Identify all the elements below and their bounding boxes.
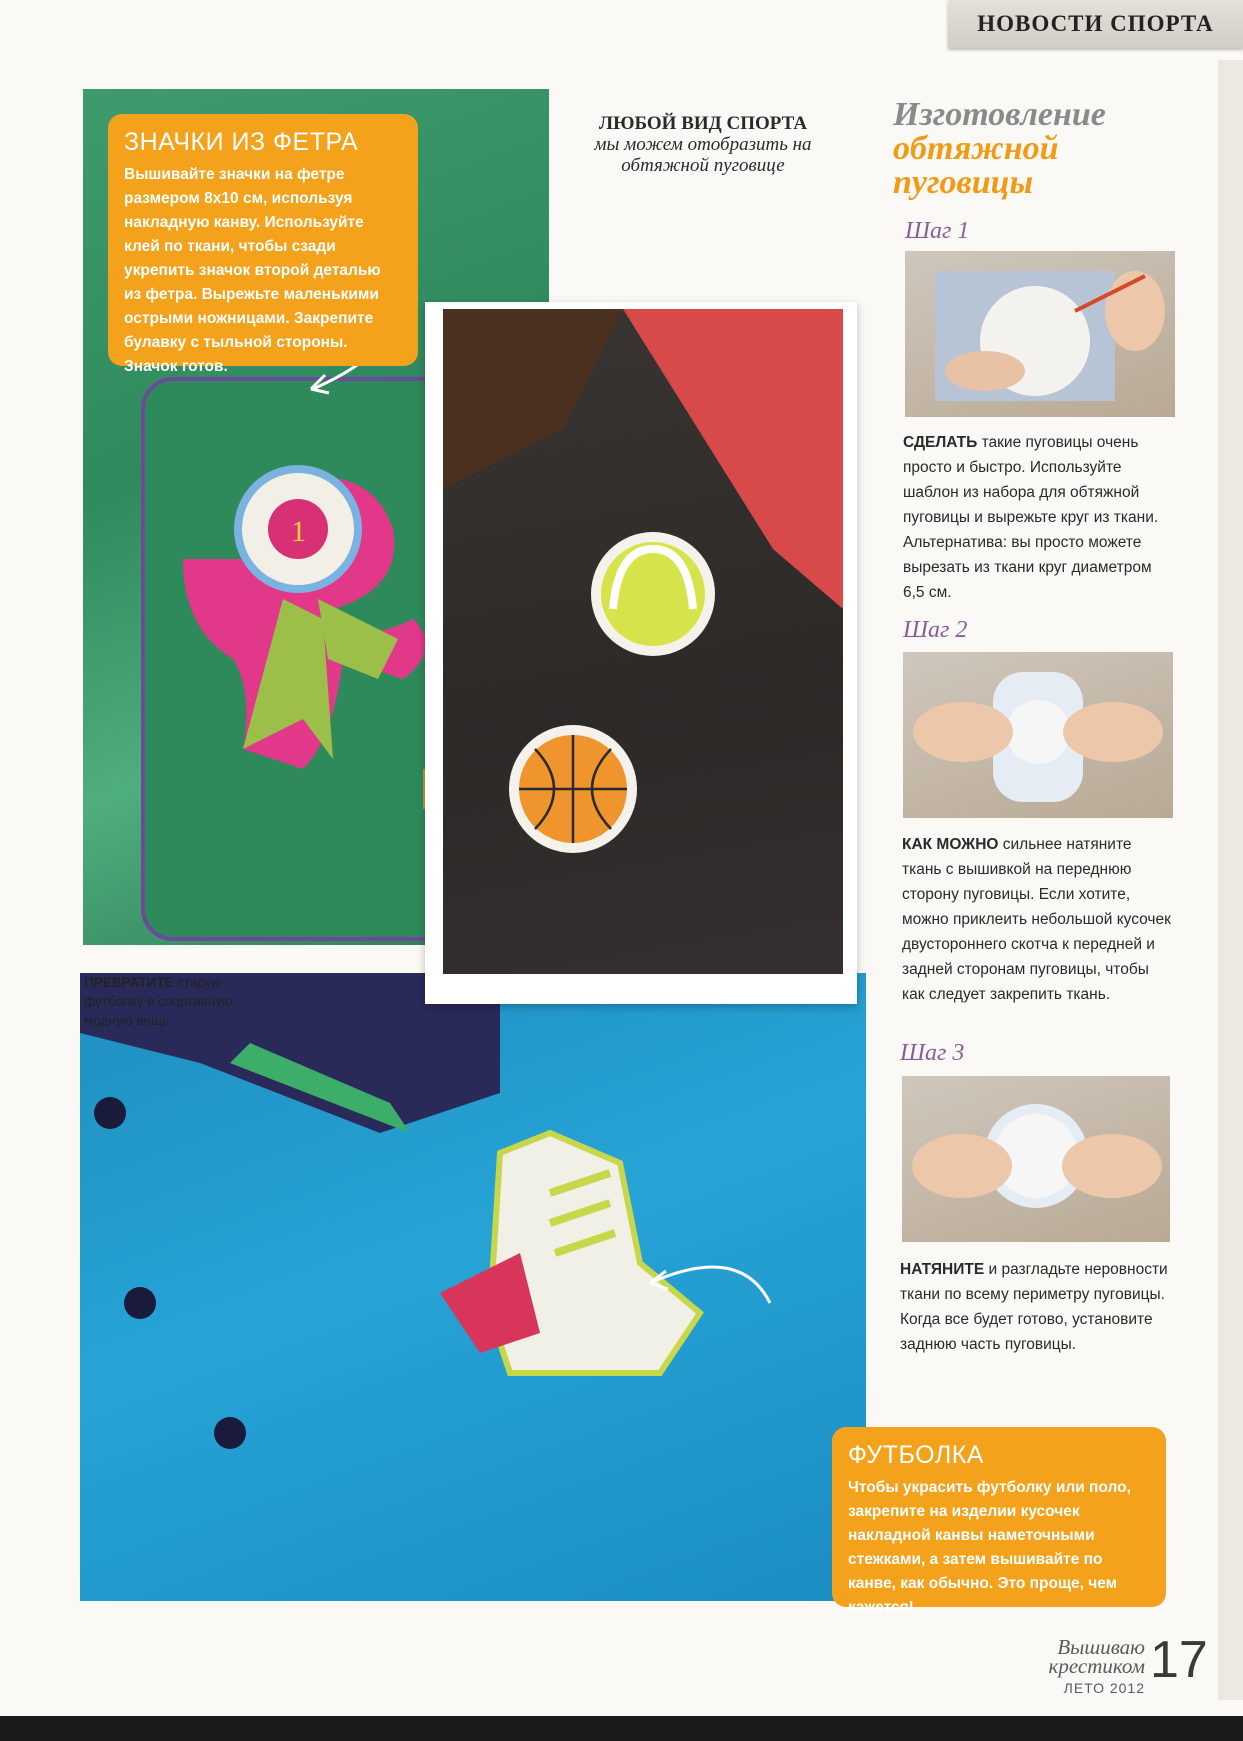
shirt-caption (84, 973, 264, 1030)
page-number: 17 (1150, 1631, 1208, 1689)
howto-column (893, 98, 1203, 200)
section-title: НОВОСТИ СПОРТА (977, 11, 1214, 36)
tshirt-text: Чтобы украсить футболку или поло, закрепите на изделии кусочек накладной канвы наметочными стежками, а затем вышивайте по канве, как обычно. Это проще, чем кажется! (848, 1479, 1131, 1616)
step-2-illustration (903, 652, 1173, 818)
step-1-label: Шаг 1 (905, 218, 970, 244)
step-1-illustration (905, 251, 1175, 417)
step-2-text (902, 832, 1172, 1007)
howto-heading-line2: обтяжной (893, 130, 1059, 167)
step-2-label: Шаг 2 (903, 617, 968, 643)
intro-subtitle: мы можем отобразить на обтяжной пуговице (594, 134, 812, 176)
buttons-photo (443, 309, 843, 974)
intro-text (578, 113, 828, 176)
step-3-label: Шаг 3 (900, 1040, 965, 1066)
step-2-body: сильнее натяните ткань с вышивкой на переднюю сторону пуговицы. Если хотите, можно приклеить небольшой кусочек двустороннего скотча к передней и задней сторонам пуговицы, чтобы как следует закрепить ткань. (902, 836, 1171, 1003)
step-1-text (903, 430, 1168, 605)
felt-badges-title: ЗНАЧКИ ИЗ ФЕТРА (124, 128, 359, 156)
shirt-caption-lead: ПРЕВРАТИТЕ (84, 975, 174, 990)
step-2-photo (903, 652, 1173, 818)
step-1-body: такие пуговицы очень просто и быстро. Используйте шаблон из набора для обтяжной пуговицы и вырежьте круг из ткани. Альтернатива: вы просто можете вырезать из ткани круг диаметром 6,5 см. (903, 434, 1159, 601)
step-2-lead: КАК МОЖНО (902, 836, 999, 853)
felt-badges-callout (108, 114, 418, 375)
howto-heading-line1: Изготовление (893, 96, 1106, 133)
howto-heading-line3: пуговицы (893, 164, 1034, 201)
page-edge (1218, 60, 1243, 1700)
magazine-brand (1005, 1635, 1145, 1696)
tshirt-callout (832, 1427, 1166, 1616)
step-3-text (900, 1257, 1170, 1357)
tshirt-title: ФУТБОЛКА (848, 1441, 984, 1469)
section-tab (948, 0, 1243, 48)
step-1-photo (905, 251, 1175, 417)
scan-edge (0, 1716, 1243, 1741)
shirt-caption-text: старую футболку в спортивную модную вещь (84, 975, 233, 1028)
svg-text:1: 1 (291, 515, 306, 548)
sneaker-shirt-illustration (80, 973, 866, 1601)
sport-buttons-illustration (443, 309, 843, 974)
step-3-body: и разгладьте неровности ткани по всему периметру пуговицы. Когда все будет готово, установите заднюю часть пуговицы. (900, 1261, 1168, 1353)
felt-badges-text: Вышивайте значки на фетре размером 8x10 см, используя накладную канву. Используйте клей по ткани, чтобы сзади укрепить значок второй деталью из фетра. Вырежьте маленькими острыми ножницами. Закрепите булавку с тыльной стороны. Значок готов. (124, 166, 381, 375)
brand-name: Вышиваю крестиком (1048, 1635, 1145, 1678)
intro-title: ЛЮБОЙ ВИД СПОРТА (598, 113, 808, 134)
step-1-lead: СДЕЛАТЬ (903, 434, 978, 451)
step-3-illustration (902, 1076, 1170, 1242)
step-3-photo (902, 1076, 1170, 1242)
step-3-lead: НАТЯНИТЕ (900, 1261, 985, 1278)
issue-season: ЛЕТО 2012 (1063, 1680, 1145, 1696)
shirt-photo (80, 973, 866, 1601)
